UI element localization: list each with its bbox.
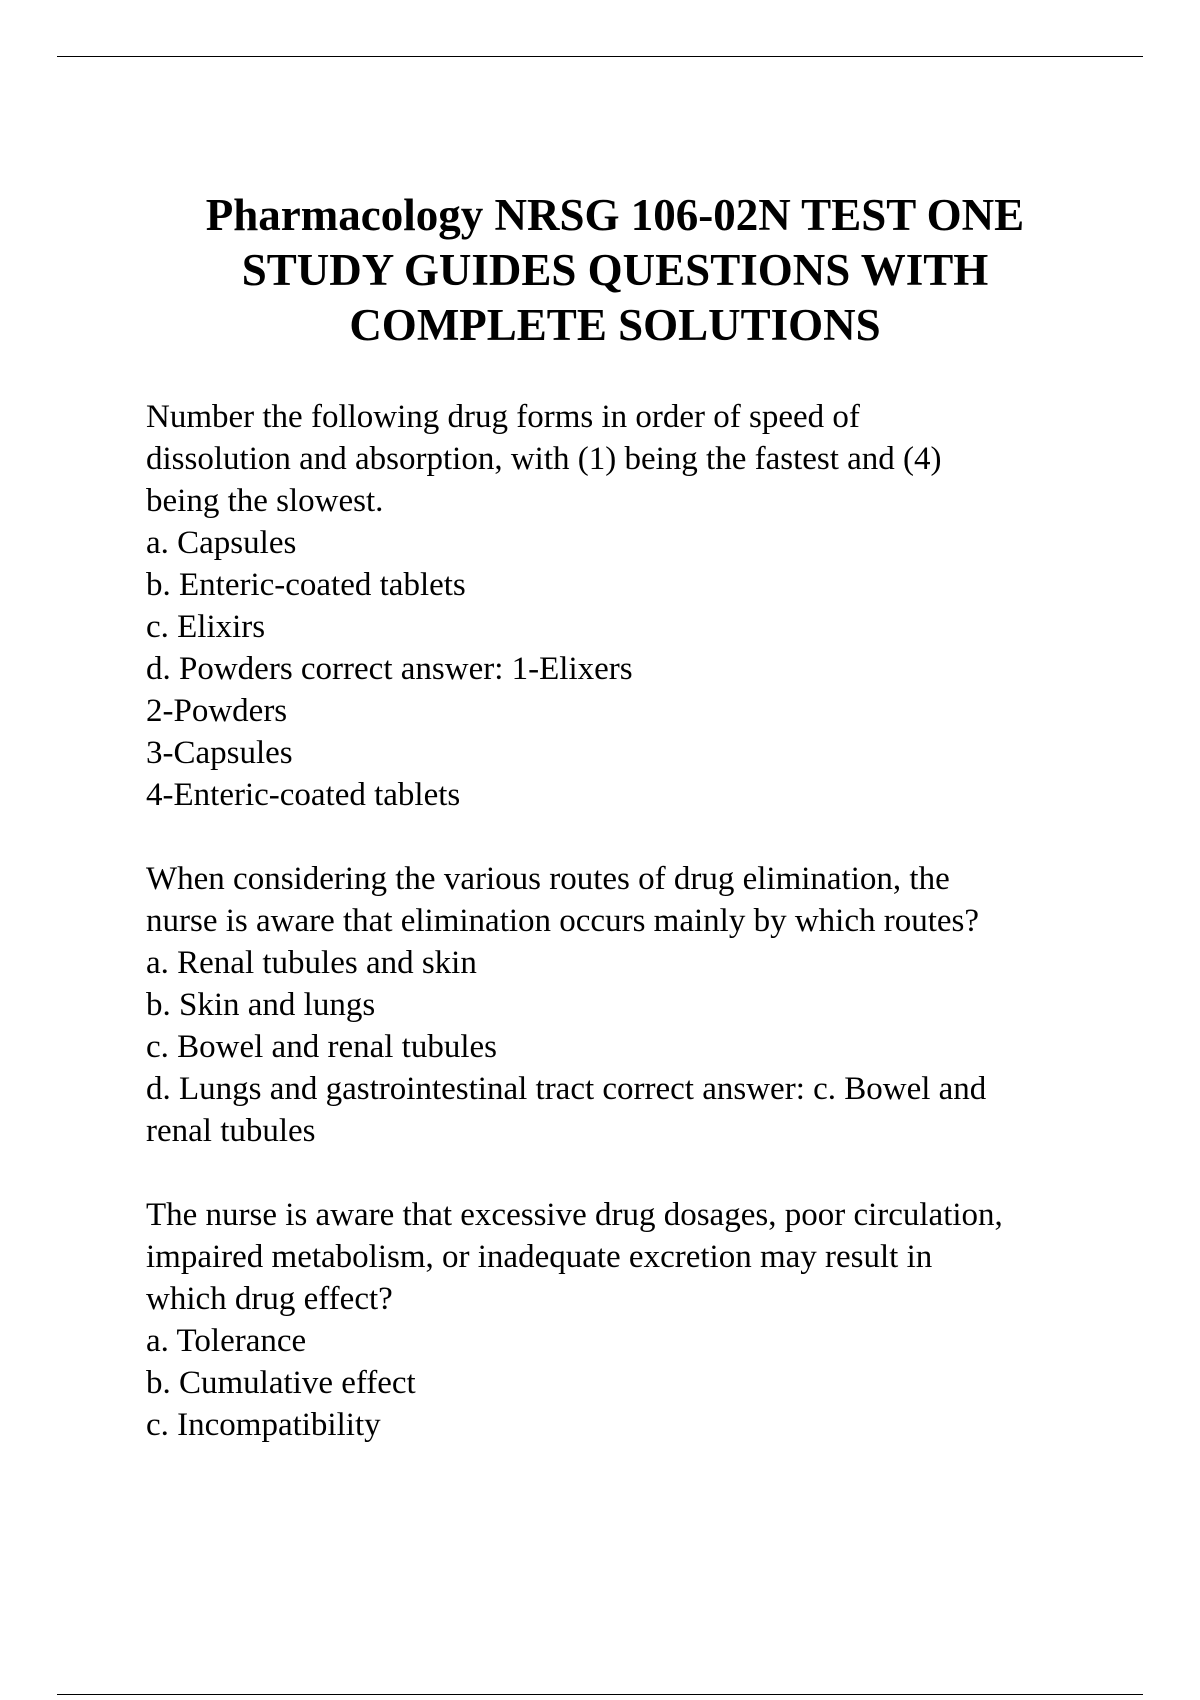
text-line: nurse is aware that elimination occurs mainly by which routes? [146,903,980,939]
answer-line: 3-Capsules [146,735,293,771]
answer-line: d. Powders correct answer: 1-Elixers [146,651,633,687]
question-block [146,858,1146,1152]
question-text [146,1194,1146,1446]
title-line: Pharmacology NRSG 106-02N TEST ONE [205,190,1025,240]
option-line: b. Cumulative effect [146,1365,416,1401]
title-line: COMPLETE SOLUTIONS [349,300,881,350]
question-text [146,858,1146,1152]
document-body [146,396,1146,1488]
text-line: impaired metabolism, or inadequate excretion may result in [146,1239,933,1275]
question-text [146,396,1146,816]
option-line: a. Capsules [146,525,297,561]
option-line: a. Tolerance [146,1323,307,1359]
option-line: a. Renal tubules and skin [146,945,477,981]
option-line: c. Elixirs [146,609,266,645]
text-line: being the slowest. [146,483,384,519]
text-line: Number the following drug forms in order of speed of [146,399,860,435]
answer-line: renal tubules [146,1113,316,1149]
answer-line: 4-Enteric-coated tablets [146,777,461,813]
option-line: b. Enteric-coated tablets [146,567,466,603]
answer-line: d. Lungs and gastrointestinal tract correct answer: c. Bowel and [146,1071,987,1107]
question-block [146,396,1146,816]
bottom-rule [57,1694,1143,1695]
top-rule [57,56,1143,57]
question-block [146,1194,1146,1446]
text-line: When considering the various routes of drug elimination, the [146,861,950,897]
answer-line: 2-Powders [146,693,288,729]
option-line: c. Bowel and renal tubules [146,1029,497,1065]
text-line: dissolution and absorption, with (1) being the fastest and (4) [146,441,942,477]
text-line: The nurse is aware that excessive drug dosages, poor circulation, [146,1197,1003,1233]
title-line: STUDY GUIDES QUESTIONS WITH [241,245,989,295]
text-line: which drug effect? [146,1281,393,1317]
option-line: b. Skin and lungs [146,987,376,1023]
option-line: c. Incompatibility [146,1407,381,1443]
document-title [110,188,1120,353]
